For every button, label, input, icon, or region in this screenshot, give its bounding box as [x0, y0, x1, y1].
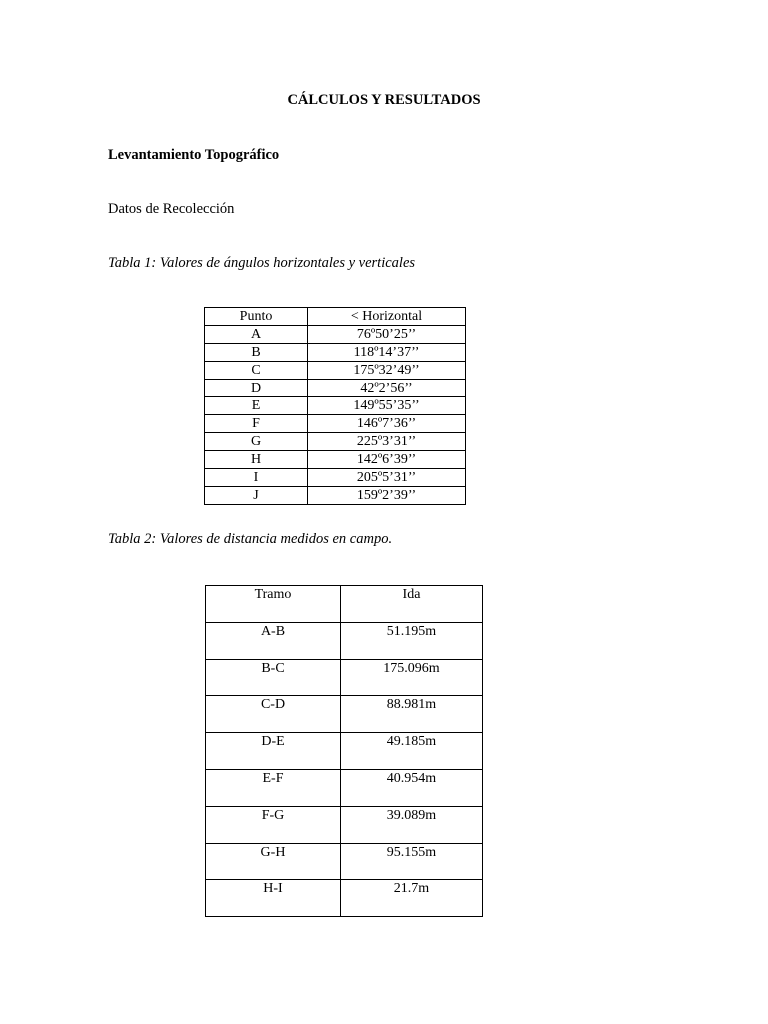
segment-cell: C-D — [206, 696, 341, 733]
distance-cell: 39.089m — [341, 806, 483, 843]
point-cell: A — [205, 325, 308, 343]
horizontal-angle-cell: 149º55’35’’ — [308, 397, 466, 415]
horizontal-angle-cell: 42º2’56’’ — [308, 379, 466, 397]
table-row — [206, 769, 483, 806]
section-heading: Levantamiento Topográfico — [108, 147, 280, 163]
horizontal-angle-cell: 159º2’39’’ — [308, 486, 466, 504]
segment-cell: A-B — [206, 622, 341, 659]
point-cell: G — [205, 433, 308, 451]
segment-cell: D-E — [206, 733, 341, 770]
column-header-horizontal: < Horizontal — [308, 308, 466, 326]
point-cell: H — [205, 451, 308, 469]
table-row — [206, 733, 483, 770]
distance-cell: 49.185m — [341, 733, 483, 770]
table-header-row — [206, 586, 483, 623]
table-row — [205, 343, 466, 361]
distance-cell: 95.155m — [341, 843, 483, 880]
table-row — [205, 397, 466, 415]
column-header-distance: Ida — [341, 586, 483, 623]
horizontal-angle-cell: 175º32’49’’ — [308, 361, 466, 379]
table-row — [206, 696, 483, 733]
column-header-segment: Tramo — [206, 586, 341, 623]
point-cell: I — [205, 469, 308, 487]
horizontal-angle-cell: 146º7’36’’ — [308, 415, 466, 433]
table-row — [205, 361, 466, 379]
horizontal-angle-cell: 205º5’31’’ — [308, 469, 466, 487]
distance-cell: 51.195m — [341, 622, 483, 659]
distances-table — [205, 585, 483, 917]
table-row — [206, 843, 483, 880]
horizontal-angle-cell: 76º50’25’’ — [308, 325, 466, 343]
horizontal-angle-cell: 118º14’37’’ — [308, 343, 466, 361]
page-title: CÁLCULOS Y RESULTADOS — [287, 92, 481, 108]
horizontal-angle-cell: 225º3’31’’ — [308, 433, 466, 451]
segment-cell: B-C — [206, 659, 341, 696]
table-row — [206, 622, 483, 659]
section-text: Datos de Recolección — [108, 201, 235, 217]
point-cell: B — [205, 343, 308, 361]
point-cell: C — [205, 361, 308, 379]
table-row — [206, 880, 483, 917]
distance-cell: 40.954m — [341, 769, 483, 806]
column-header-point: Punto — [205, 308, 308, 326]
point-cell: E — [205, 397, 308, 415]
segment-cell: E-F — [206, 769, 341, 806]
table-row — [205, 325, 466, 343]
distance-cell: 175.096m — [341, 659, 483, 696]
segment-cell: G-H — [206, 843, 341, 880]
point-cell: J — [205, 486, 308, 504]
table-row — [205, 415, 466, 433]
segment-cell: H-I — [206, 880, 341, 917]
table1-caption: Tabla 1: Valores de ángulos horizontales y verticales — [108, 255, 416, 271]
table-row — [205, 469, 466, 487]
table-row — [206, 806, 483, 843]
point-cell: D — [205, 379, 308, 397]
distance-cell: 21.7m — [341, 880, 483, 917]
table-row — [206, 659, 483, 696]
table2-caption: Tabla 2: Valores de distancia medidos en campo. — [108, 531, 393, 547]
table-row — [205, 451, 466, 469]
table-row — [205, 379, 466, 397]
horizontal-angle-cell: 142º6’39’’ — [308, 451, 466, 469]
point-cell: F — [205, 415, 308, 433]
segment-cell: F-G — [206, 806, 341, 843]
distance-cell: 88.981m — [341, 696, 483, 733]
table-row — [205, 486, 466, 504]
angles-table — [204, 307, 466, 505]
table-row — [205, 433, 466, 451]
table-header-row — [205, 308, 466, 326]
